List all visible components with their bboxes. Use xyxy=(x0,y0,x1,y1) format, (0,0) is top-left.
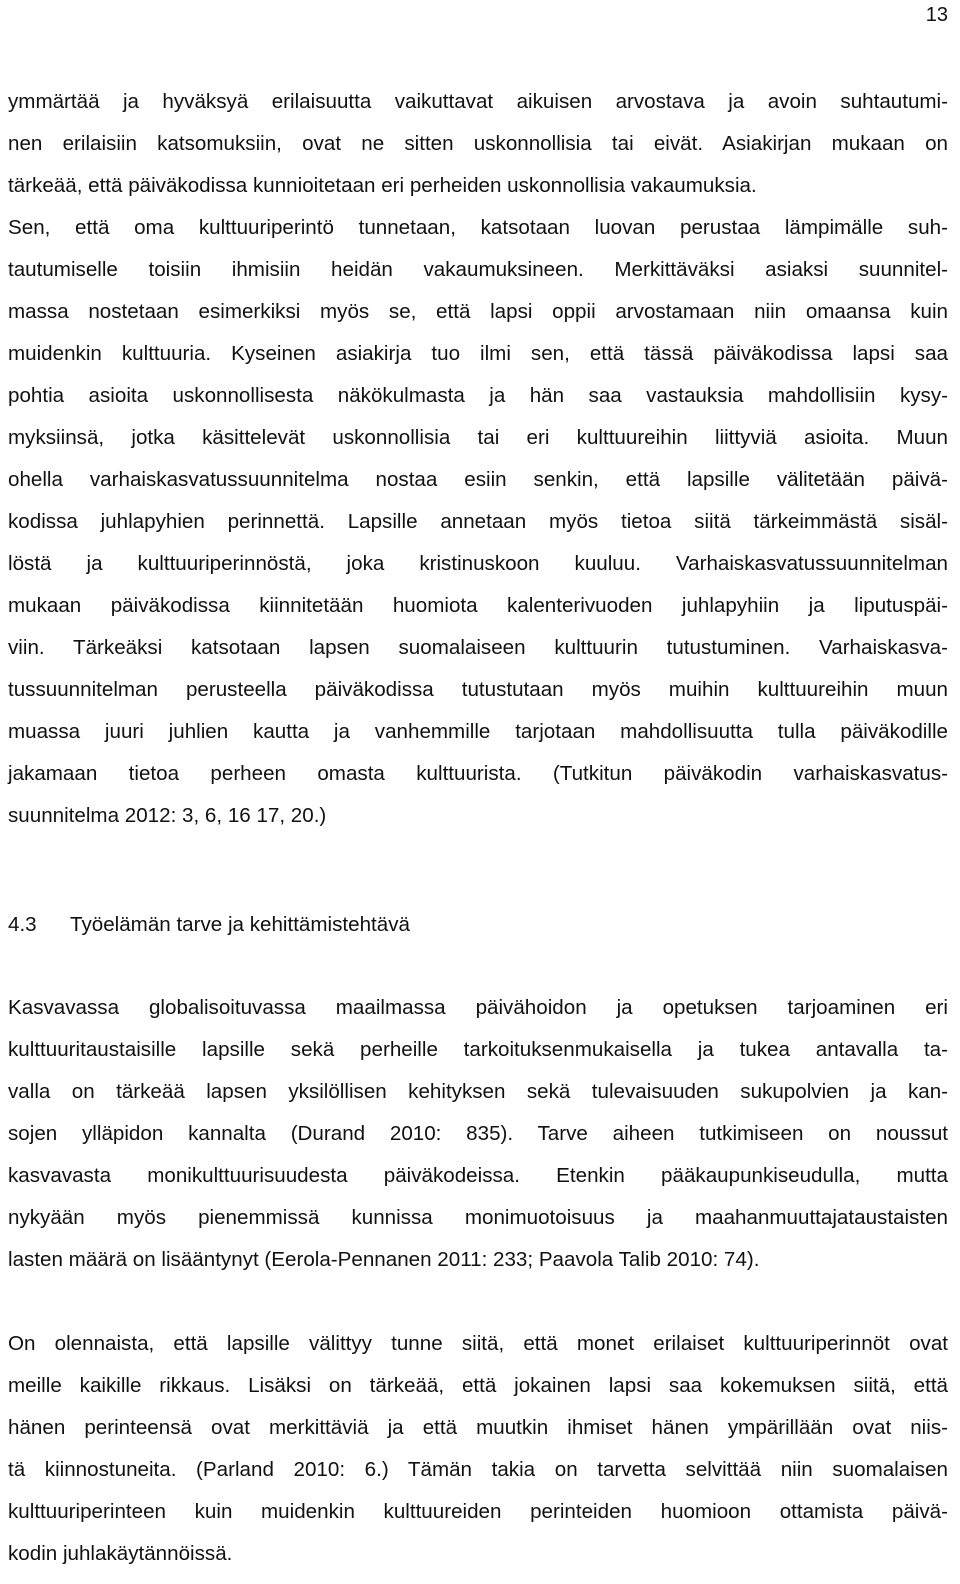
paragraph-line: nen erilaisiin katsomuksiin, ovat ne sitten uskonnollisia tai eivät. Asiakirjan mukaan on xyxy=(8,132,948,155)
paragraph-line: viin. Tärkeäksi katsotaan lapsen suomalaiseen kulttuurin tutustuminen. Varhaiskasva- xyxy=(8,636,948,659)
paragraph-line: myksiinsä, jotka käsittelevät uskonnollisia tai eri kulttuureihin liittyviä asioita. Muun xyxy=(8,426,948,449)
paragraph-line: mukaan päiväkodissa kiinnitetään huomiota kalenterivuoden juhlapyhiin ja liputuspäi- xyxy=(8,594,948,617)
paragraph-line: muassa juuri juhlien kautta ja vanhemmille tarjotaan mahdollisuutta tulla päiväkodille xyxy=(8,720,948,743)
paragraph-line: muidenkin kulttuuria. Kyseinen asiakirja tuo ilmi sen, että tässä päiväkodissa lapsi saa xyxy=(8,342,948,365)
paragraph-line: tautumiselle toisiin ihmisiin heidän vakaumuksineen. Merkittäväksi asiaksi suunnitel- xyxy=(8,258,948,281)
paragraph-line: hänen perinteensä ovat merkittäviä ja että muutkin ihmiset hänen ympärillään ovat niis- xyxy=(8,1416,948,1439)
paragraph-line: kodin juhlakäytännöissä. xyxy=(8,1542,233,1565)
section-number: 4.3 xyxy=(8,913,37,936)
paragraph-line: löstä ja kulttuuriperinnöstä, joka kristinuskoon kuuluu. Varhaiskasvatussuunnitelman xyxy=(8,552,948,575)
paragraph-line: kulttuuriperinteen kuin muidenkin kulttuureiden perinteiden huomioon ottamista päivä- xyxy=(8,1500,948,1523)
paragraph-line: meille kaikille rikkaus. Lisäksi on tärkeää, että jokainen lapsi saa kokemuksen siitä, että xyxy=(8,1374,948,1397)
page-number: 13 xyxy=(925,4,948,26)
paragraph-line: On olennaista, että lapsille välittyy tunne siitä, että monet erilaiset kulttuuriperinnöt ovat xyxy=(8,1332,948,1355)
paragraph-line: sojen ylläpidon kannalta (Durand 2010: 835). Tarve aiheen tutkimiseen on noussut xyxy=(8,1122,948,1145)
paragraph-line: tärkeää, että päiväkodissa kunnioitetaan eri perheiden uskonnollisia vakaumuksia. xyxy=(8,174,757,197)
paragraph-line: kodissa juhlapyhien perinnettä. Lapsille annetaan myös tietoa siitä tärkeimmästä sisäl- xyxy=(8,510,948,533)
paragraph-line: suunnitelma 2012: 3, 6, 16 17, 20.) xyxy=(8,804,327,827)
paragraph-line: pohtia asioita uskonnollisesta näkökulmasta ja hän saa vastauksia mahdollisiin kysy- xyxy=(8,384,948,407)
paragraph-line: kasvavasta monikulttuurisuudesta päiväkodeissa. Etenkin pääkaupunkiseudulla, mutta xyxy=(8,1164,948,1187)
paragraph-line: jakamaan tietoa perheen omasta kulttuurista. (Tutkitun päiväkodin varhaiskasvatus- xyxy=(8,762,948,785)
paragraph-line: valla on tärkeää lapsen yksilöllisen kehityksen sekä tulevaisuuden sukupolvien ja kan- xyxy=(8,1080,948,1103)
paragraph-line: lasten määrä on lisääntynyt (Eerola-Pennanen 2011: 233; Paavola Talib 2010: 74). xyxy=(8,1248,760,1271)
paragraph-line: ohella varhaiskasvatussuunnitelma nostaa esiin senkin, että lapsille välitetään päivä- xyxy=(8,468,948,491)
paragraph-line: Sen, että oma kulttuuriperintö tunnetaan, katsotaan luovan perustaa lämpimälle suh- xyxy=(8,216,948,239)
section-heading xyxy=(8,911,410,939)
paragraph-line: kulttuuritaustaisille lapsille sekä perheille tarkoituksenmukaisella ja tukea antavalla ta- xyxy=(8,1038,948,1061)
paragraph-line: Kasvavassa globalisoituvassa maailmassa päivähoidon ja opetuksen tarjoaminen eri xyxy=(8,996,948,1019)
section-title: Työelämän tarve ja kehittämistehtävä xyxy=(70,913,410,936)
paragraph-line: massa nostetaan esimerkiksi myös se, että lapsi oppii arvostamaan niin omaansa kuin xyxy=(8,300,948,323)
paragraph-line: tä kiinnostuneita. (Parland 2010: 6.) Tämän takia on tarvetta selvittää niin suomalaisen xyxy=(8,1458,948,1481)
paragraph-line: tussuunnitelman perusteella päiväkodissa tutustutaan myös muihin kulttuureihin muun xyxy=(8,678,948,701)
paragraph-line: nykyään myös pienemmissä kunnissa monimuotoisuus ja maahanmuuttajataustaisten xyxy=(8,1206,948,1229)
paragraph-line: ymmärtää ja hyväksyä erilaisuutta vaikuttavat aikuisen arvostava ja avoin suhtautumi- xyxy=(8,90,948,113)
